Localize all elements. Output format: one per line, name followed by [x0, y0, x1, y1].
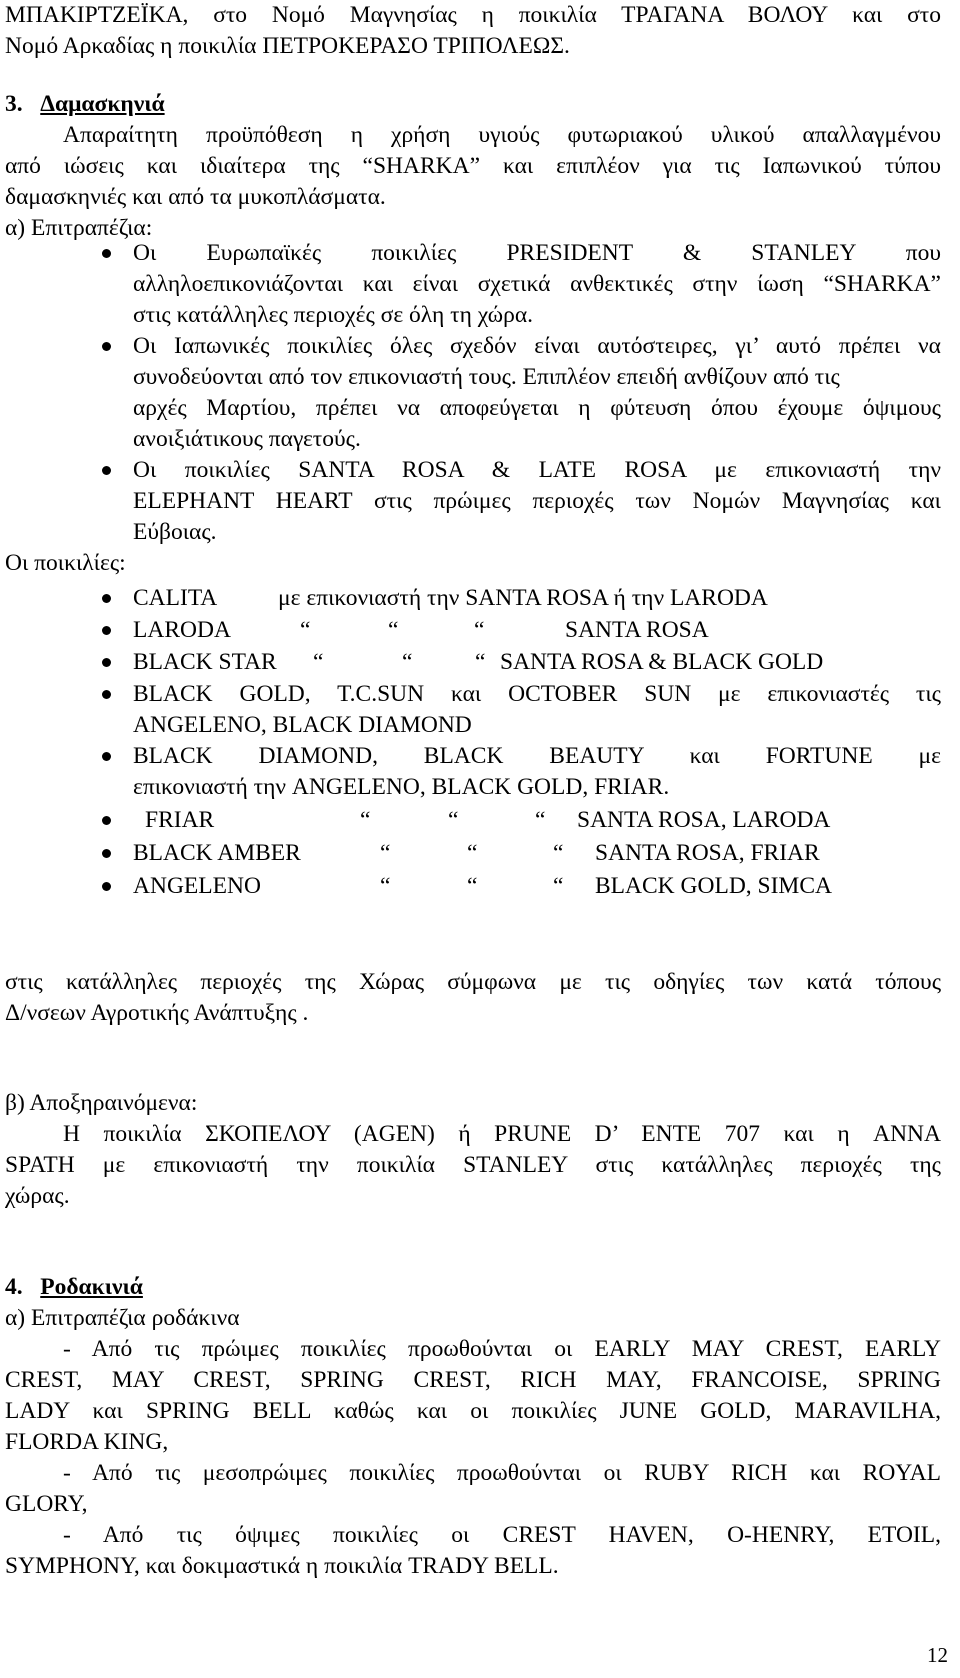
varieties-heading: Οι ποικιλίες: — [5, 550, 126, 576]
bullet-dot — [102, 594, 111, 603]
bullet-dot — [102, 816, 111, 825]
page-number: 12 — [927, 1643, 948, 1667]
section-3-title: Δαμασκηνιά — [40, 91, 165, 117]
peach-line-3: LADY και SPRING BELL καθώς και οι ποικιλίες JUNE GOLD, MARAVILHA, — [5, 1398, 941, 1424]
ditto-mark: “ — [380, 840, 391, 866]
dried-line-1: Η ποικιλία ΣΚΟΠΕΛΟΥ (AGEN) ή PRUNE D’ ENTE 707 και η ANNA — [63, 1121, 941, 1147]
bullet-dot — [102, 249, 111, 258]
ditto-mark: “ — [475, 649, 486, 675]
bullet-1-line-2: αλληλοεπικονιάζονται και είναι σχετικά ανθεκτικές στην ίωση “SHARKA” — [133, 271, 941, 297]
intro-line-1: ΜΠΑΚΙΡΤΖΕΪΚΑ, στο Νομό Μαγνησίας η ποικιλία ΤΡΑΓΑΝΑ ΒΟΛΟΥ και στο — [5, 2, 941, 28]
bullet-dot — [102, 342, 111, 351]
bullet-dot — [102, 658, 111, 667]
ditto-mark: “ — [474, 617, 485, 643]
peach-line-6: GLORY, — [5, 1491, 88, 1517]
peach-table-heading: α) Επιτραπέζια ροδάκινα — [5, 1305, 240, 1331]
peach-line-5: - Από τις μεσοπρώιμες ποικιλίες προωθούνται οι RUBY RICH και ROYAL — [63, 1460, 941, 1486]
bullet-3-line-2: ELEPHANT HEART στις πρώιμες περιοχές των Νομών Μαγνησίας και — [133, 488, 941, 514]
bullet-dot — [102, 690, 111, 699]
variety-name: CALITA — [133, 585, 218, 611]
table-varieties-heading: α) Επιτραπέζια: — [5, 215, 153, 241]
variety-line-2: ANGELENO, BLACK DIAMOND — [133, 712, 472, 738]
ditto-mark: “ — [313, 649, 324, 675]
ditto-mark: “ — [380, 873, 391, 899]
bullet-dot — [102, 849, 111, 858]
bullet-dot — [102, 466, 111, 475]
bullet-dot — [102, 626, 111, 635]
intro-line-2: Νομό Αρκαδίας η ποικιλία ΠΕΤΡΟΚΕΡΑΣΟ ΤΡΙΠΟΛΕΩΣ. — [5, 33, 570, 59]
section-4-heading — [5, 1272, 143, 1304]
variety-line-2: επικονιαστή την ANGELENO, BLACK GOLD, FRIAR. — [133, 774, 670, 800]
closing-line-2: Δ/νσεων Αγροτικής Ανάπτυξης . — [5, 1000, 309, 1026]
variety-name: BLACK AMBER — [133, 840, 301, 866]
bullet-2-line-4: ανοιξιάτικους παγετούς. — [133, 426, 361, 452]
ditto-mark: “ — [535, 807, 546, 833]
dried-heading: β) Αποξηραινόμενα: — [5, 1090, 198, 1116]
peach-line-7: - Από τις όψιμες ποικιλίες οι CREST HAVEN, O-HENRY, ETOIL, — [63, 1522, 941, 1548]
ditto-mark: “ — [553, 840, 564, 866]
ditto-mark: “ — [553, 873, 564, 899]
variety-pollinator: BLACK GOLD, SIMCA — [595, 873, 832, 899]
section-3-number: 3. — [5, 91, 23, 117]
bullet-dot — [102, 752, 111, 761]
variety-line-1: BLACK GOLD, T.C.SUN και OCTOBER SUN με επικονιαστές τις — [133, 681, 941, 707]
bullet-3-line-3: Εύβοιας. — [133, 519, 217, 545]
peach-line-4: FLORDA KING, — [5, 1429, 169, 1455]
peach-line-2: CREST, MAY CREST, SPRING CREST, RICH MAY, FRANCOISE, SPRING — [5, 1367, 941, 1393]
variety-pollinator: με επικονιαστή την SANTA ROSA ή την LARODA — [278, 585, 768, 611]
bullet-1-line-1: Οι Ευρωπαϊκές ποικιλίες PRESIDENT & STANLEY που — [133, 240, 941, 266]
section-4-number: 4. — [5, 1274, 23, 1300]
bullet-2-line-1: Οι Ιαπωνικές ποικιλίες όλες σχεδόν είναι αυτόστειρες, γι’ αυτό πρέπει να — [133, 333, 941, 359]
bullet-2-line-3: αρχές Μαρτίου, πρέπει να αποφεύγεται η φύτευση όπου έχουμε όψιμους — [133, 395, 941, 421]
variety-name: ANGELENO — [133, 873, 261, 899]
bullet-2-line-2: συνοδεύονται από τον επικονιαστή τους. Επιπλέον επειδή ανθίζουν από τις — [133, 364, 840, 390]
ditto-mark: “ — [467, 873, 478, 899]
variety-name: BLACK STAR — [133, 649, 277, 675]
closing-line-1: στις κατάλληλες περιοχές της Χώρας σύμφωνα με τις οδηγίες των κατά τόπους — [5, 969, 941, 995]
variety-pollinator: SANTA ROSA, LARODA — [577, 807, 831, 833]
ditto-mark: “ — [402, 649, 413, 675]
variety-pollinator: SANTA ROSA — [565, 617, 709, 643]
variety-name: LARODA — [133, 617, 231, 643]
bullet-3-line-1: Οι ποικιλίες SANTA ROSA & LATE ROSA με επικονιαστή την — [133, 457, 941, 483]
section-4-title: Ροδακινιά — [40, 1274, 143, 1300]
dried-line-3: χώρας. — [5, 1183, 70, 1209]
peach-line-8: SYMPHONY, και δοκιμαστικά η ποικιλία TRADY BELL. — [5, 1553, 559, 1579]
bullet-dot — [102, 882, 111, 891]
variety-name: FRIAR — [145, 807, 215, 833]
variety-pollinator: SANTA ROSA, FRIAR — [595, 840, 820, 866]
variety-pollinator: SANTA ROSA & BLACK GOLD — [500, 649, 824, 675]
ditto-mark: “ — [448, 807, 459, 833]
prereq-line-2: από ιώσεις και ιδιαίτερα της “SHARKA” και επιπλέον για τις Ιαπωνικού τύπου — [5, 153, 941, 179]
ditto-mark: “ — [300, 617, 311, 643]
section-3-heading — [5, 89, 165, 121]
variety-line-1: BLACK DIAMOND, BLACK BEAUTY και FORTUNE με — [133, 743, 941, 769]
ditto-mark: “ — [467, 840, 478, 866]
ditto-mark: “ — [388, 617, 399, 643]
dried-line-2: SPATH με επικονιαστή την ποικιλία STANLEY στις κατάλληλες περιοχές της — [5, 1152, 941, 1178]
prereq-line-3: δαμασκηνιές και από τα μυκοπλάσματα. — [5, 184, 386, 210]
peach-line-1: - Από τις πρώιμες ποικιλίες προωθούνται οι EARLY MAY CREST, EARLY — [63, 1336, 941, 1362]
prereq-line-1: Απαραίτητη προϋπόθεση η χρήση υγιούς φυτωριακού υλικού απαλλαγμένου — [63, 122, 941, 148]
bullet-1-line-3: στις κατάλληλες περιοχές σε όλη τη χώρα. — [133, 302, 534, 328]
ditto-mark: “ — [360, 807, 371, 833]
